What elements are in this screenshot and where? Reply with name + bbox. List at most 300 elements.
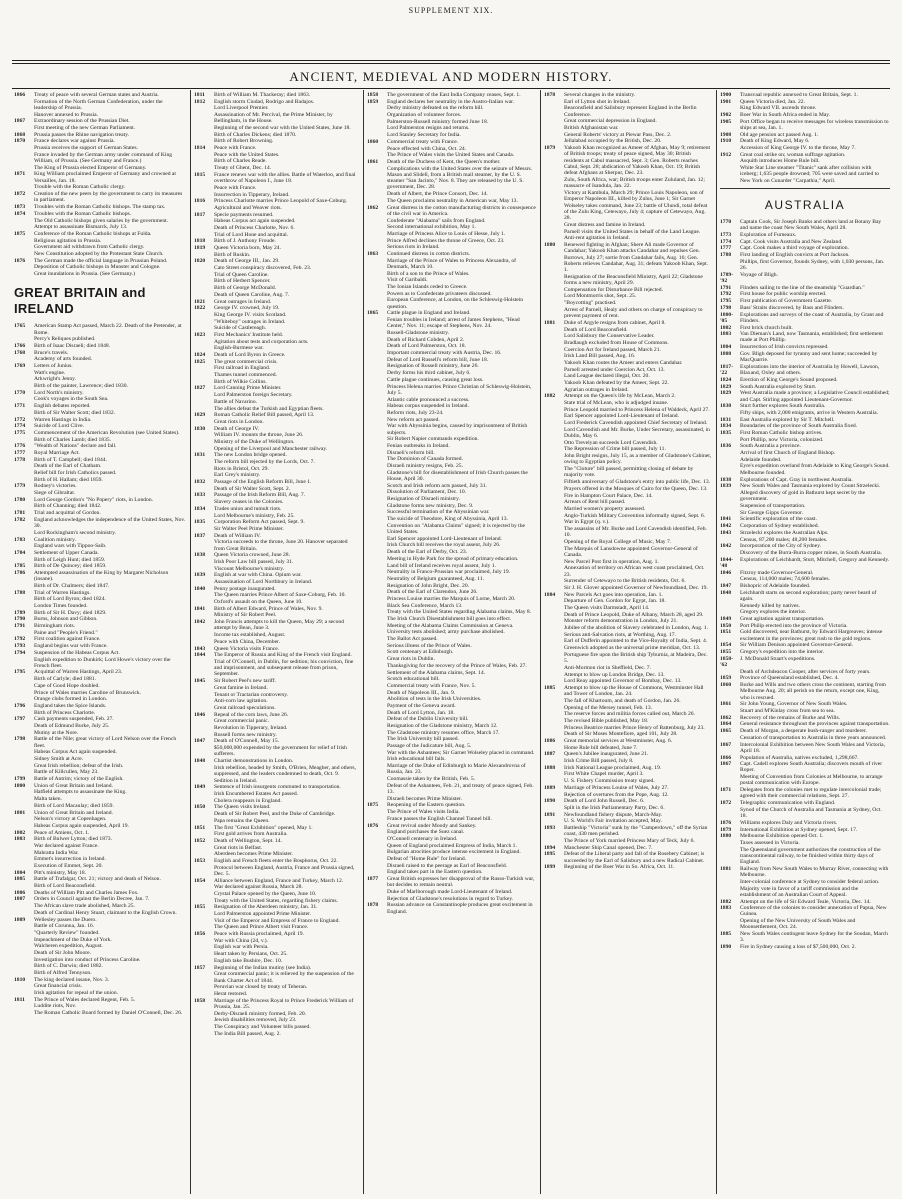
entry-text: Death of Sir Robert Peel, and the Duke of Cambridge. bbox=[214, 811, 336, 818]
entry-text: Birth of Wilkie Collins. bbox=[214, 378, 267, 385]
history-entry bbox=[720, 603, 890, 609]
history-entry bbox=[194, 99, 359, 105]
history-entry bbox=[720, 483, 890, 489]
entry-text: Attempt on the life of Sir Edward Teale, Victoria, Dec. 14. bbox=[740, 898, 871, 905]
entry-year bbox=[367, 357, 387, 363]
entry-year: 1783 bbox=[14, 536, 26, 543]
history-entry bbox=[720, 944, 890, 950]
entry-text: Black Sea Conference, March 13. bbox=[387, 602, 463, 609]
entry-year bbox=[544, 347, 564, 353]
entry-year: 1831 bbox=[194, 452, 206, 459]
entry-text: Attempted assassination of the King by Margaret Nicholson (insane). bbox=[34, 569, 169, 583]
history-entry bbox=[367, 603, 536, 609]
entry-year bbox=[194, 419, 214, 425]
entry-text: First brick church built. bbox=[740, 324, 793, 331]
entry-year bbox=[367, 736, 387, 742]
history-entry bbox=[14, 596, 186, 602]
history-entry bbox=[720, 450, 890, 456]
entry-year bbox=[194, 1017, 214, 1023]
entry-year: 1842 bbox=[720, 543, 732, 550]
entry-text: Fenian outbreaks in Ireland. bbox=[387, 442, 450, 449]
history-entry bbox=[544, 229, 712, 235]
history-entry bbox=[14, 557, 186, 563]
entry-text: Mutiny at the Nore. bbox=[34, 729, 79, 736]
column-divider bbox=[363, 90, 364, 1194]
entry-year bbox=[194, 439, 214, 445]
entry-text: Death of Sir Moses Montefiore, aged 101, July 28. bbox=[564, 731, 678, 738]
entry-year bbox=[14, 963, 34, 969]
entry-year bbox=[367, 696, 387, 702]
entry-text: Burke and Wills and two others cross the continent, starting from Melbourne Aug. 20; all perish on the return, except one, King, who is rescued. bbox=[740, 682, 886, 701]
entry-year bbox=[194, 745, 214, 758]
history-entry bbox=[720, 516, 890, 522]
history-entry bbox=[14, 917, 186, 923]
entry-text: Beginning of the Indian mutiny (see India). bbox=[214, 964, 312, 971]
history-entry bbox=[194, 232, 359, 238]
entry-year: 1867 bbox=[14, 118, 26, 125]
entry-year bbox=[367, 629, 387, 635]
entry-year: 1839 bbox=[720, 483, 732, 490]
entry-year: 1794 bbox=[14, 649, 26, 656]
entry-year: 1819 bbox=[194, 245, 206, 252]
history-entry bbox=[720, 931, 890, 944]
history-entry bbox=[194, 472, 359, 478]
entry-year bbox=[367, 583, 387, 589]
history-entry bbox=[194, 891, 359, 897]
history-entry bbox=[14, 723, 186, 729]
entry-year bbox=[544, 380, 564, 386]
history-entry bbox=[720, 423, 890, 429]
history-entry bbox=[367, 576, 536, 582]
history-entry bbox=[367, 869, 536, 875]
history-entry bbox=[14, 450, 186, 456]
entry-text: Port Office began to receive messages for wireless transmission to ships at sea, Jan. 1. bbox=[740, 118, 889, 132]
entry-year bbox=[544, 632, 564, 638]
entry-year bbox=[194, 406, 214, 412]
entry-text: Death of Lord Byron in Greece. bbox=[214, 352, 286, 359]
entry-text: Gregory explores the interior. bbox=[740, 609, 807, 616]
entry-text: Death of Sir John Moore. bbox=[34, 949, 92, 956]
history-entry bbox=[544, 625, 712, 631]
entry-year bbox=[544, 453, 564, 466]
history-entry bbox=[720, 138, 890, 144]
entry-text: Investigation into conduct of Princess Caroline. bbox=[34, 956, 141, 963]
entry-text: First Mechanics' Institute held. bbox=[214, 331, 284, 338]
entry-text: Bruce's travels. bbox=[34, 349, 69, 356]
column-australia bbox=[720, 92, 890, 1192]
entry-year bbox=[14, 910, 34, 916]
history-entry bbox=[14, 238, 186, 244]
entry-text: Great famine in Ireland. bbox=[214, 684, 268, 691]
entry-year: 1796 bbox=[14, 702, 26, 709]
entry-text: Queen Victoria crowned, June 28. bbox=[214, 552, 290, 559]
history-entry bbox=[14, 736, 186, 749]
entry-year bbox=[194, 265, 214, 271]
entry-text: Prince Alfred declines the throne of Greece, Oct. 23. bbox=[387, 237, 505, 244]
entry-year bbox=[544, 132, 564, 138]
entry-year bbox=[14, 370, 34, 376]
entry-year bbox=[367, 589, 387, 595]
entry-text: The Roman Catholic Board formed by Daniel O'Connell, Dec. 26. bbox=[34, 1010, 183, 1017]
entry-year bbox=[367, 616, 387, 622]
entry-text: Census, 114,000 males; 74,600 females. bbox=[740, 576, 830, 583]
history-entry bbox=[14, 943, 186, 949]
history-entry bbox=[194, 218, 359, 224]
section-heading-great-britain: GREAT BRITAIN and IRELAND bbox=[14, 285, 146, 317]
entry-text: Reform riots, July 23-24. bbox=[387, 409, 444, 416]
entry-year bbox=[14, 690, 34, 696]
entry-text: Death of Wellington, Sept. 14. bbox=[214, 837, 282, 844]
entry-year bbox=[720, 158, 740, 164]
history-entry bbox=[367, 616, 536, 622]
entry-text: Birth of Carlyle; died 1881. bbox=[34, 676, 96, 683]
entry-text: Death of King Edward, May 6. bbox=[740, 138, 810, 145]
entry-text: Fifty ships, with 2,000 emigrants, arrive in Western Australia. bbox=[740, 409, 879, 416]
history-entry bbox=[544, 559, 712, 565]
entry-text: Birth of Robert Browning. bbox=[214, 138, 274, 145]
entry-year: 1895 bbox=[544, 851, 556, 858]
entry-text: Birth of a son to the Prince of Wales. bbox=[387, 270, 470, 277]
history-entry bbox=[194, 838, 359, 844]
history-entry bbox=[544, 293, 712, 299]
entry-text: Port Philip erected into the province of Victoria. bbox=[740, 622, 848, 629]
entry-text: Fiftieth anniversary of Gladstone's entry into public life, Dec. 13. bbox=[564, 479, 711, 486]
entry-text: Cook's voyages in the South Sea. bbox=[34, 396, 109, 403]
entry-year bbox=[194, 205, 214, 211]
entry-year: 1867 bbox=[720, 761, 732, 768]
entry-text: Disraeli's reform bill. bbox=[387, 449, 435, 456]
entry-year bbox=[14, 244, 34, 250]
history-entry bbox=[14, 896, 186, 902]
history-entry bbox=[720, 410, 890, 416]
entry-text: Oxford's assault on the Queen, June 10. bbox=[214, 599, 303, 606]
entry-text: Great railroad speculations. bbox=[214, 704, 276, 711]
history-entry bbox=[194, 406, 359, 412]
history-entry bbox=[14, 923, 186, 929]
entry-year bbox=[367, 542, 387, 548]
entry-year bbox=[720, 708, 740, 714]
entry-text: The fall of Khartoum, and death of Gordon, Jan. 26. bbox=[564, 697, 681, 704]
entry-year: 1821 bbox=[194, 298, 206, 305]
entry-year bbox=[194, 192, 214, 198]
entry-text: The Prince of Wales visits India. bbox=[387, 809, 460, 816]
history-entry bbox=[720, 298, 890, 304]
entry-text: Bulgarian atrocities produce intense excitement in England. bbox=[387, 849, 521, 856]
entry-text: Battle of Navarino. bbox=[214, 398, 258, 405]
history-entry bbox=[14, 550, 186, 556]
history-entry bbox=[544, 373, 712, 379]
history-entry bbox=[544, 838, 712, 844]
entry-text: Lord Cavendish and Mr. Burke, Under Secretary, assassinated, in Dublin, May 6. bbox=[564, 426, 710, 440]
entry-year bbox=[367, 763, 387, 776]
entry-text: Birth of Channing; died 1842. bbox=[34, 503, 102, 510]
entry-year bbox=[194, 884, 214, 890]
history-entry bbox=[194, 991, 359, 997]
entry-text: Old age pension act passed Aug. 1. bbox=[740, 131, 819, 138]
entry-year: 1852 bbox=[194, 837, 206, 844]
history-entry bbox=[14, 271, 186, 277]
entry-text: Eyre's expedition overland from Adelaide to King George's Sound. bbox=[740, 463, 890, 470]
entry-year: 1881 bbox=[544, 319, 556, 326]
column-britain-2 bbox=[194, 92, 359, 1192]
entry-year bbox=[544, 427, 564, 440]
entry-year bbox=[14, 957, 34, 963]
history-entry bbox=[194, 825, 359, 831]
entry-year bbox=[194, 831, 214, 837]
history-entry bbox=[14, 789, 186, 795]
history-entry bbox=[14, 957, 186, 963]
entry-text: Death of George III., Jan. 29. bbox=[214, 258, 280, 265]
entry-year: 1790 bbox=[14, 616, 26, 623]
entry-text: Birth of Charles Reade. bbox=[214, 158, 267, 165]
entry-year bbox=[367, 569, 387, 575]
history-entry bbox=[14, 530, 186, 536]
entry-year bbox=[367, 284, 387, 290]
history-entry bbox=[544, 792, 712, 798]
entry-year bbox=[14, 943, 34, 949]
entry-year bbox=[367, 576, 387, 582]
entry-year bbox=[367, 743, 387, 749]
entry-year bbox=[14, 630, 34, 636]
history-entry bbox=[544, 486, 712, 492]
history-entry bbox=[14, 1003, 186, 1009]
entry-text: Great commercial depression in England. bbox=[564, 118, 657, 125]
entry-year: 1881 bbox=[720, 865, 732, 872]
entry-text: Capt. Cadell explores South Australia; discovers mouth of river Roper. bbox=[740, 761, 883, 774]
entry-year bbox=[544, 222, 564, 228]
history-entry bbox=[367, 563, 536, 569]
entry-year bbox=[14, 603, 34, 609]
entry-text: Deposition of Catholic bishops in Munster and Cologne. bbox=[34, 264, 161, 271]
history-entry bbox=[194, 732, 359, 738]
history-entry bbox=[194, 904, 359, 910]
entry-text: Portuguese fire upon the British ship Tyburnia, at Madeira, Dec. 5. bbox=[564, 651, 708, 665]
entry-text: The Repression of Crime bill passed, July 11. bbox=[564, 446, 666, 453]
history-entry bbox=[14, 769, 186, 775]
entry-text: Cato Street conspiracy discovered, Feb. 23. bbox=[214, 265, 312, 272]
entry-year: 1829 bbox=[720, 383, 732, 390]
entry-year bbox=[14, 850, 34, 856]
history-entry bbox=[14, 258, 186, 264]
entry-year bbox=[14, 410, 34, 416]
entry-year bbox=[194, 292, 214, 298]
history-entry bbox=[194, 385, 359, 391]
history-entry bbox=[720, 377, 890, 383]
entry-text: Great revival under Moody and Sankey. bbox=[387, 822, 477, 829]
entry-text: Birth of J. Anthony Froude. bbox=[214, 238, 276, 245]
history-entry bbox=[720, 417, 890, 423]
entry-text: Great agitation against transportation. bbox=[740, 616, 825, 623]
history-entry bbox=[194, 944, 359, 950]
history-entry bbox=[720, 232, 890, 238]
entry-text: Commercial treaty with France. bbox=[387, 138, 459, 145]
entry-year bbox=[367, 244, 387, 250]
history-entry bbox=[194, 652, 359, 658]
entry-year bbox=[14, 769, 34, 775]
entry-year bbox=[544, 499, 564, 505]
entry-year bbox=[367, 723, 387, 729]
history-entry bbox=[367, 776, 536, 782]
entry-year: 1855 bbox=[194, 904, 206, 911]
entry-text: Resignation of the Gladstone ministry, March 12. bbox=[387, 723, 498, 730]
history-entry bbox=[194, 539, 359, 552]
entry-year bbox=[367, 119, 387, 125]
entry-year bbox=[544, 672, 564, 678]
entry-year: 1829 bbox=[720, 390, 732, 397]
history-entry bbox=[194, 305, 359, 311]
entry-text: Birth of Isaac Disraeli; died 1848. bbox=[34, 342, 111, 349]
history-entry bbox=[194, 758, 359, 764]
entry-text: Lord Liverpool Premier. bbox=[214, 105, 269, 112]
entry-year: 1782 bbox=[14, 516, 26, 523]
entry-text: Death of the Duchess of Kent, the Queen's mother. bbox=[387, 158, 501, 165]
entry-text: Inter-colonial conference at Sydney to consider federal action. bbox=[740, 878, 880, 885]
entry-year: 1824 bbox=[720, 376, 732, 383]
entry-year bbox=[544, 138, 564, 144]
entry-year bbox=[14, 264, 34, 270]
history-entry bbox=[720, 800, 890, 806]
entry-year bbox=[544, 420, 564, 426]
entry-year bbox=[194, 252, 214, 258]
entry-text: Great outrages in Ireland. bbox=[214, 298, 272, 305]
entry-text: Death of Lord Palmerston, Oct. 18. bbox=[387, 343, 466, 350]
entry-year: 1781 bbox=[14, 510, 26, 517]
entry-text: First Roman Catholic bishop arrives. bbox=[740, 429, 823, 436]
entry-text: Disraeli ministry resigns, Feb. 25. bbox=[387, 462, 463, 469]
entry-text: Roman Catholic Relief Bill passed, April 13. bbox=[214, 412, 315, 419]
entry-text: Birth of Albert Edward, Prince of Wales, Nov. 9. bbox=[214, 605, 323, 612]
entry-text: Gov. Bligh deposed for tyranny and sent home; succeeded by MacQuarrie. bbox=[740, 350, 878, 364]
entry-year bbox=[194, 612, 214, 618]
entry-text: Alliance between England, France and Turkey, March 12. bbox=[214, 877, 344, 884]
history-entry bbox=[194, 265, 359, 271]
entry-year: 1837 bbox=[194, 532, 206, 539]
entry-text: Fitzroy made Governor-General. bbox=[740, 569, 814, 576]
entry-text: Meeting of the Alabama Claims Commission at Geneva. bbox=[387, 622, 514, 629]
entry-text: Great riots in London. bbox=[214, 418, 264, 425]
entry-text: Delegates from the colonies met to regulate intercolonial trade; agreed with their commercial relations, Sept. 27. bbox=[740, 787, 882, 800]
entry-year bbox=[367, 152, 387, 158]
entry-year: 1807 bbox=[14, 896, 26, 903]
history-entry bbox=[194, 845, 359, 851]
history-entry bbox=[194, 911, 359, 917]
entry-year bbox=[544, 287, 564, 293]
entry-year: 1791 bbox=[14, 623, 26, 630]
entry-year bbox=[367, 889, 387, 895]
entry-text: Lord George Gordon's "No Popery" riots, in London. bbox=[34, 496, 154, 503]
history-entry bbox=[544, 585, 712, 591]
entry-year bbox=[720, 470, 740, 476]
entry-year bbox=[367, 166, 387, 191]
history-entry bbox=[194, 998, 359, 1011]
history-entry bbox=[14, 630, 186, 636]
entry-year bbox=[367, 809, 387, 815]
entry-year bbox=[367, 343, 387, 349]
history-entry bbox=[720, 344, 890, 350]
entry-text: England takes the Spice Islands. bbox=[34, 702, 107, 709]
history-entry bbox=[14, 336, 186, 342]
entry-text: Extraordinary session of the Prussian Diet. bbox=[34, 118, 130, 125]
history-entry bbox=[720, 272, 890, 285]
history-entry bbox=[544, 138, 712, 144]
entry-text: $50,000,000 expended by the government for relief of Irish sufferers. bbox=[214, 745, 347, 758]
history-entry bbox=[194, 526, 359, 532]
entry-year: 1912 bbox=[720, 151, 732, 158]
entry-year bbox=[544, 327, 564, 333]
entry-text: John Bright resigns, July 15, as a member of Gladstone's Cabinet, owing to Egyptian policy. bbox=[564, 453, 712, 466]
history-entry bbox=[544, 242, 712, 273]
entry-year: 1774 bbox=[14, 423, 26, 430]
entry-text: Defeat of the Liberal party and fall of the Rosebery Cabinet; is succeeded by the Earl of Salisbury and a new Radical Cabinet. bbox=[564, 851, 705, 864]
header-rule bbox=[12, 88, 890, 89]
entry-year bbox=[194, 392, 214, 398]
history-entry bbox=[367, 663, 536, 669]
entry-year bbox=[14, 503, 34, 509]
entry-year: 1901 bbox=[720, 98, 732, 105]
entry-year bbox=[14, 683, 34, 689]
history-entry bbox=[194, 185, 359, 191]
history-entry bbox=[720, 557, 890, 570]
history-entry bbox=[194, 831, 359, 837]
entry-year: 1772 bbox=[14, 416, 26, 423]
history-entry bbox=[367, 470, 536, 483]
entry-year: 1842 bbox=[720, 523, 732, 530]
history-entry bbox=[194, 332, 359, 338]
entry-year: 1875 bbox=[14, 230, 26, 237]
entry-text: Death of Richard Cobden, April 2. bbox=[387, 336, 465, 343]
history-entry bbox=[544, 177, 712, 190]
history-entry bbox=[14, 716, 186, 722]
entry-text: The Dominion of Canada formed. bbox=[387, 456, 463, 463]
history-entry bbox=[194, 924, 359, 930]
entry-year: 1814 bbox=[194, 145, 206, 152]
entry-text: Bishopric of Adelaide founded. bbox=[740, 582, 811, 589]
entry-year bbox=[544, 585, 564, 591]
entry-year bbox=[367, 146, 387, 152]
entry-year: 1891 bbox=[544, 811, 556, 818]
entry-text: Irish agitation for repeal of the union. bbox=[34, 990, 119, 997]
entry-text: Departure of Gen. Gordon for Egypt, Jan. 18. bbox=[564, 598, 666, 605]
entry-year bbox=[14, 937, 34, 943]
entry-text: Death of William IV. bbox=[214, 532, 261, 539]
entry-text: Peace of Amiens, Oct. 1. bbox=[34, 829, 90, 836]
history-entry bbox=[194, 285, 359, 291]
history-entry bbox=[194, 818, 359, 824]
entry-year bbox=[544, 665, 564, 671]
entry-year: 1847 bbox=[720, 582, 732, 589]
entry-text: Irish Poor Law bill passed, July 31. bbox=[214, 558, 294, 565]
entry-year bbox=[367, 350, 387, 356]
entry-text: Cattle plague continues, causing great loss. bbox=[387, 376, 484, 383]
history-entry bbox=[367, 284, 536, 290]
entry-text: South Australia a province. bbox=[740, 443, 801, 450]
entry-year bbox=[194, 138, 214, 144]
entry-text: Death of O'Connell, May 15. bbox=[214, 738, 280, 745]
entry-year bbox=[14, 470, 34, 476]
history-entry bbox=[14, 816, 186, 822]
history-entry bbox=[367, 902, 536, 915]
history-entry bbox=[14, 264, 186, 270]
entry-year bbox=[720, 550, 740, 556]
history-entry bbox=[194, 145, 359, 151]
entry-text: Heart taken by Persians, Oct. 25. bbox=[214, 951, 288, 958]
entry-year: 1860 bbox=[367, 138, 379, 145]
history-entry bbox=[367, 683, 536, 689]
top-rule bbox=[12, 60, 890, 61]
entry-text: Sir Robert Napier commands expedition. bbox=[387, 436, 479, 443]
entry-text: International Exhibition at Sydney opened, Sept. 17. bbox=[740, 826, 858, 833]
history-entry bbox=[14, 690, 186, 696]
